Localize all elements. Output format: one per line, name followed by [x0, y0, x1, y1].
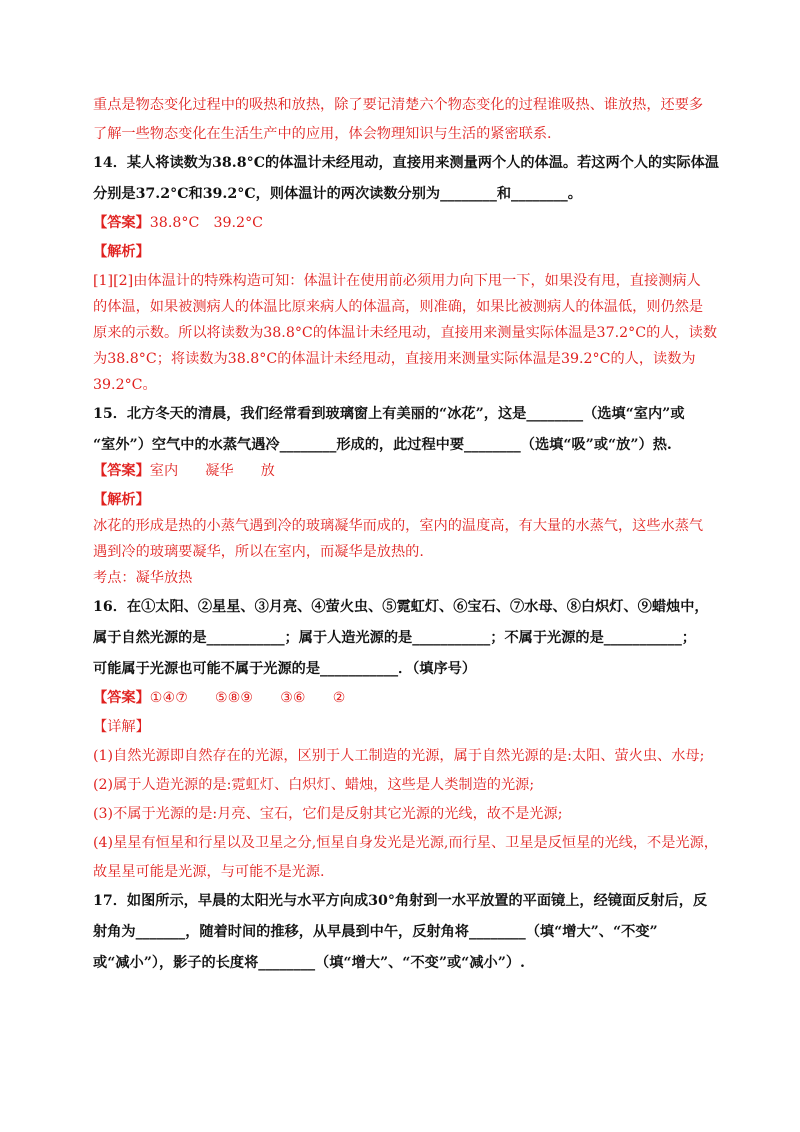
q16-question-line-2: 属于自然光源的是___________；属于人造光源的是___________；不属于光源的是___________；	[93, 630, 696, 646]
q14-explanation-line-1: [1][2]由体温计的特殊构造可知：体温计在使用前必须用力向下甩一下，如果没有甩，直接测病人	[93, 273, 701, 289]
q14-question-line-2: 分别是37.2°C和39.2°C，则体温计的两次读数分别为________和________。	[93, 186, 582, 202]
q14-answer-value: 38.8°C 39.2°C	[149, 215, 264, 231]
q16-explanation-line-3: (3)不属于光源的是:月亮、宝石，它们是反射其它光源的光线，故不是光源;	[93, 806, 563, 822]
q14-explanation-line-3: 原来的示数。所以将读数为38.8°C的体温计未经甩动，直接用来测量实际体温是37.2°C的人，读数	[93, 325, 718, 341]
q15-answer-row	[93, 461, 713, 481]
q16-explanation-line-5: 故星星可能是光源，与可能不是光源.	[93, 864, 325, 880]
q15-explanation-line-1: 冰花的形成是热的小蒸气遇到冷的玻璃凝华而成的，室内的温度高，有大量的水蒸气，这些水蒸气	[93, 518, 704, 534]
prev-explanation-line-1: 重点是物态变化过程中的吸热和放热，除了要记清楚六个物态变化的过程谁吸热、谁放热，还要多	[93, 97, 704, 113]
q14-question-line-1: 14．某人将读数为38.8°C的体温计未经甩动，直接用来测量两个人的体温。若这两个人的实际体温	[93, 155, 719, 171]
answer-tag: 【答案】	[93, 690, 150, 706]
q16-answer-value: ①④⑦ ⑤⑧⑨ ③⑥ ②	[149, 690, 346, 706]
prev-explanation-line-2: 了解一些物态变化在生活生产中的应用，体会物理知识与生活的紧密联系.	[93, 126, 552, 142]
q15-explanation-line-2: 遇到冷的玻璃要凝华，所以在室内，而凝华是放热的.	[93, 544, 424, 560]
answer-tag: 【答案】	[93, 463, 150, 479]
q14-explanation-line-2: 的体温，如果被测病人的体温比原来病人的体温高，则准确，如果比被测病人的体温低，则仍然是	[93, 299, 704, 315]
q14-explanation-line-5: 39.2°C。	[93, 377, 157, 393]
q17-question-line-3: 或“减小”），影子的长度将________（填“增大”、“不变”或“减小”）.	[93, 955, 526, 971]
q16-explanation-line-2: (2)属于人造光源的是:霓虹灯、白炽灯、蜡烛，这些是人类制造的光源;	[93, 777, 535, 793]
q16-explanation-line-1: (1)自然光源即自然存在的光源，区别于人工制造的光源，属于自然光源的是:太阳、萤火虫、水母;	[93, 748, 705, 764]
analysis-tag: 【解析】	[93, 244, 150, 260]
answer-tag: 【答案】	[93, 215, 150, 231]
q15-answer-value: 室内 凝华 放	[149, 463, 275, 479]
q17-question-line-2: 射角为_______，随着时间的推移，从早晨到中午，反射角将________（填“增大”、“不变”	[93, 924, 658, 940]
q14-answer-row	[93, 213, 713, 233]
q15-question-line-2: “室外”）空气中的水蒸气遇冷________形成的，此过程中要________（选填“吸”或“放”）热.	[93, 437, 672, 453]
analysis-tag: 【解析】	[93, 492, 150, 508]
document-content	[93, 95, 719, 973]
q14-explanation-line-4: 为38.8°C；将读数为38.8°C的体温计未经甩动，直接用来测量实际体温是39.2°C的人，读数为	[93, 351, 696, 367]
q16-question-line-3: 可能属于光源也可能不属于光源的是___________．（填序号）	[93, 661, 477, 677]
q16-question-line-1: 16．在①太阳、②星星、③月亮、④萤火虫、⑤霓虹灯、⑥宝石、⑦水母、⑧白炽灯、⑨蜡烛中，	[93, 599, 709, 615]
q16-answer-row	[93, 688, 713, 708]
q17-question-line-1: 17．如图所示，早晨的太阳光与水平方向成30°角射到一水平放置的平面镜上，经镜面反射后，反	[93, 893, 708, 909]
q15-knowledge-point: 考点：凝华放热	[93, 570, 193, 586]
detail-tag: 【详解】	[93, 719, 150, 735]
q15-question-line-1: 15．北方冬天的清晨，我们经常看到玻璃窗上有美丽的“冰花”，这是________（选填“室内”或	[93, 406, 685, 422]
q16-explanation-line-4: (4)星星有恒星和行星以及卫星之分,恒星自身发光是光源,而行星、卫星是反恒星的光线，不是光源，	[93, 835, 718, 851]
